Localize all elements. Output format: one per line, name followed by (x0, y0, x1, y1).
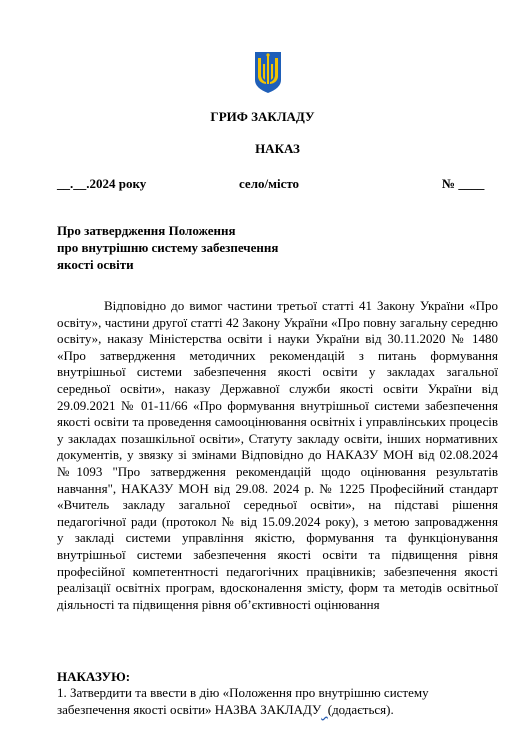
preamble-line: у закладах позашкільної освіти», Статуту закладу освіти, інших нормативних (57, 430, 498, 446)
preamble-line: №1093 "Про затвердження рекомендацій щодо оцінювання результатів (57, 463, 498, 479)
preamble-line: реалізації освітніх програм, вдосконалення змісту, форм та методів освітньої (57, 580, 498, 596)
preamble-line: навчання", НАКАЗУ МОН від 29.08. 2024 р. № 1225 Професійний стандарт (57, 480, 498, 496)
subject-line: Про затвердження Положення (57, 223, 236, 238)
preamble-line: педагогічної ради (протокол № від 15.09.2024 року), з метою запровадження (57, 513, 498, 529)
order-date: __.__.2024 року (57, 176, 147, 191)
preamble-line: якості освіти та проведення самооцінювання освітніх і управлінських процесів (57, 414, 498, 430)
item-line: 1. Затвердити та ввести в дію «Положення про внутрішню систему (57, 685, 429, 700)
preamble-paragraph (57, 298, 498, 613)
order-subject (57, 222, 278, 273)
institution-stamp-placeholder: ГРИФ ЗАКЛАДУ (210, 109, 315, 124)
ukraine-coat-of-arms-icon (253, 50, 283, 94)
order-number: № ____ (442, 176, 485, 191)
item-text: (додається). (327, 701, 394, 717)
preamble-line: «Вчитель закладу загальної середньої освіти», на підставі рішення (57, 497, 498, 513)
order-place: село/місто (239, 176, 300, 191)
subject-line: про внутрішню систему забезпечення (57, 240, 279, 255)
preamble-line: освіту», наказу Міністерства освіти і науки України від 30.11.2020 № 1480 (57, 331, 498, 347)
order-heading: НАКАЗУЮ: (57, 669, 131, 684)
preamble-line: документів, у звязку зі змінами Відповідно до НАКАЗУ МОН від 02.08.2024 (57, 447, 498, 463)
subject-line: якості освіти (57, 257, 134, 272)
preamble-line: внутрішньої системи забезпечення якості освіти у закладах загальної (57, 364, 498, 380)
preamble-line: освіту», частини другої статті 42 Закону України «Про повну загальну середню (57, 314, 498, 330)
preamble-line: Відповідно до вимог частини третьої статті 41 Закону України «Про (104, 298, 498, 313)
preamble-line: діяльності та підвищення рівня об’єктивності оцінювання (57, 596, 380, 612)
preamble-line: професійної компетентності педагогічних працівників; забезпечення якості (57, 563, 498, 579)
preamble-line: у закладі системи управління якістю, формування та функціонування (57, 530, 498, 546)
item-line (57, 702, 429, 719)
item-text: забезпечення якості освіти» НАЗВА ЗАКЛАДУ (57, 701, 322, 717)
document-type-title: НАКАЗ (255, 141, 300, 156)
preamble-line: середньої освіти», наказу Державної служби якості освіти України від (57, 380, 498, 396)
preamble-line: «Про затвердження методичних рекомендацій з питань формування (57, 347, 498, 363)
preamble-line: внутрішньої системи забезпечення якості освіти та підвищення рівня (57, 546, 498, 562)
preamble-line: 29.09.2021 № 01-11/66 «Про формування внутрішньої системи забезпечення (57, 397, 498, 413)
order-item-1 (57, 685, 429, 718)
